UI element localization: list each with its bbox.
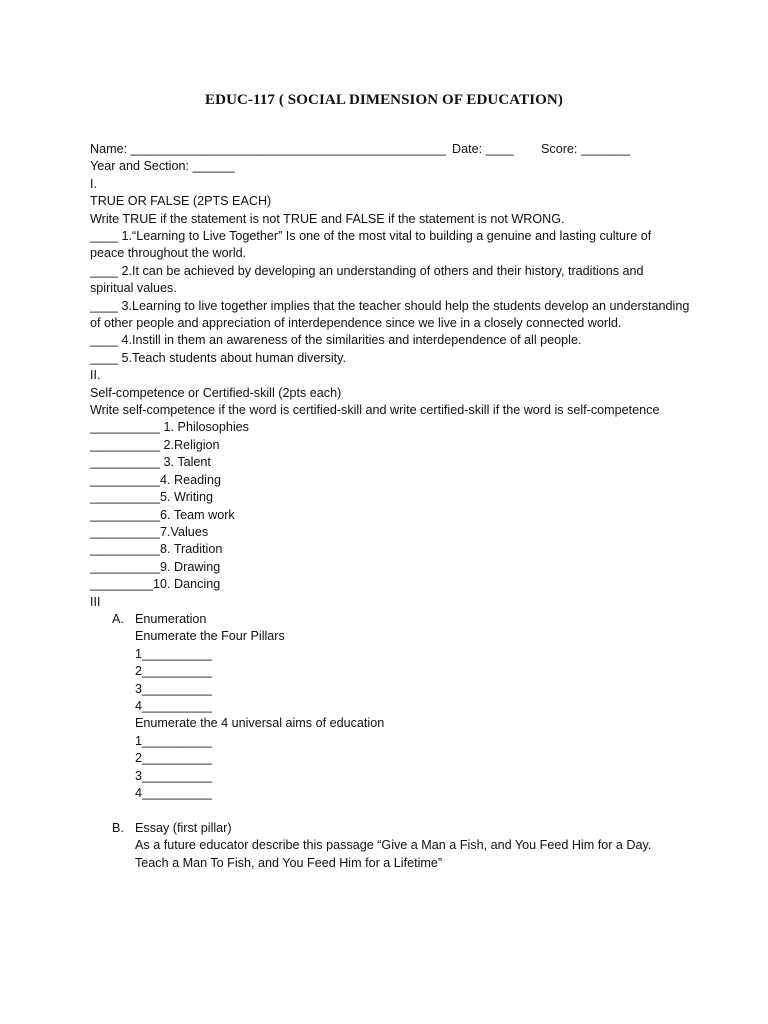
section-a: [90, 611, 690, 802]
part1-numeral: I.: [90, 176, 97, 191]
part3-numeral: III: [90, 594, 101, 609]
section-a-marker: A.: [112, 611, 124, 626]
section-a-heading: Enumeration: [135, 611, 207, 626]
part2-item: __________6. Team work: [90, 507, 235, 522]
part1-item-3: ____ 3.Learning to live together implies that the teacher should help the students develop an understanding of other people and appreciation of interdependence since we live in a closely connected world.: [90, 298, 690, 331]
pillar-blank: 3__________: [135, 681, 213, 696]
part2-item: __________4. Reading: [90, 472, 221, 487]
student-info-row: [90, 141, 690, 158]
date-field: Date: ____: [452, 142, 514, 156]
part2-item: _________10. Dancing: [90, 577, 221, 592]
year-section-field: Year and Section: ______: [90, 159, 235, 174]
worksheet-body: [90, 141, 690, 872]
part2-item: __________ 1. Philosophies: [90, 420, 249, 435]
part2-numeral: II.: [90, 368, 101, 383]
part1-heading: TRUE OR FALSE (2PTS EACH): [90, 194, 272, 209]
pillar-blank: 2__________: [135, 664, 213, 679]
part2-item: __________ 2.Religion: [90, 437, 220, 452]
pillars-prompt: Enumerate the Four Pillars: [135, 629, 285, 644]
part2-item: __________8. Tradition: [90, 542, 223, 557]
section-b-marker: B.: [112, 820, 124, 835]
aim-blank: 2__________: [135, 751, 213, 766]
essay-prompt-line-1: As a future educator describe this passage “Give a Man a Fish, and You Feed Him for a Day.: [135, 838, 652, 853]
name-field: Name: _____________________________________________: [90, 142, 446, 156]
part2-heading: Self-competence or Certified-skill (2pts each): [90, 385, 342, 400]
score-field: Score: _______: [541, 142, 630, 156]
part2-item: __________5. Writing: [90, 490, 213, 505]
part1-instruction: Write TRUE if the statement is not TRUE and FALSE if the statement is not WRONG.: [90, 211, 565, 226]
part1-item-5: ____ 5.Teach students about human diversity.: [90, 350, 347, 365]
part2-item: __________7.Values: [90, 524, 209, 539]
pillar-blank: 4__________: [135, 698, 213, 713]
pillar-blank: 1__________: [135, 646, 213, 661]
aim-blank: 3__________: [135, 768, 213, 783]
aim-blank: 4__________: [135, 786, 213, 801]
part2-instruction: Write self-competence if the word is certified-skill and write certified-skill if the word is self-competence: [90, 403, 660, 418]
part1-item-4: ____ 4.Instill in them an awareness of the similarities and interdependence of all people.: [90, 333, 582, 348]
essay-prompt-line-2: Teach a Man To Fish, and You Feed Him for a Lifetime”: [135, 855, 443, 870]
section-b: [90, 820, 690, 872]
section-b-heading: Essay (first pillar): [135, 820, 232, 835]
page-title: EDUC-117 ( SOCIAL DIMENSION OF EDUCATION): [205, 92, 563, 108]
aim-blank: 1__________: [135, 733, 213, 748]
part2-item: __________ 3. Talent: [90, 455, 211, 470]
aims-prompt: Enumerate the 4 universal aims of education: [135, 716, 385, 731]
spacer: [90, 802, 690, 819]
part1-item-2: ____ 2.It can be achieved by developing an understanding of others and their history, traditions and spiritual values.: [90, 263, 644, 296]
part2-item: __________9. Drawing: [90, 559, 221, 574]
part1-item-1: ____ 1.“Learning to Live Together” Is one of the most vital to building a genuine and lasting culture of peace throughout the world.: [90, 229, 652, 261]
